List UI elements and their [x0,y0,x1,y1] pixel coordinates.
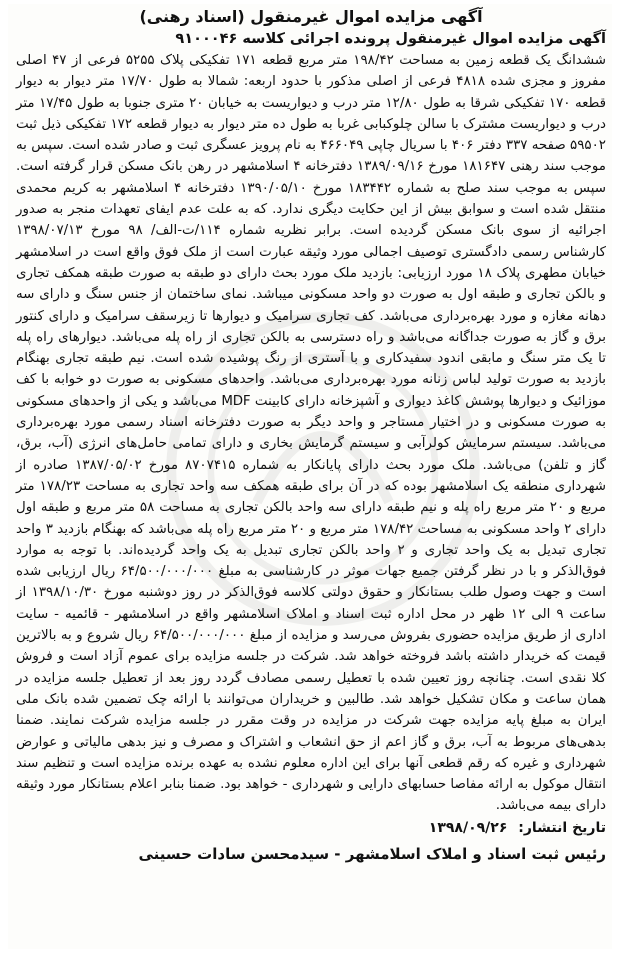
notice-page [8,4,612,949]
signature-line: رئیس ثبت اسناد و املاک اسلامشهر - سیدمحسن سادات حسینی [138,844,606,863]
publication-date-line [16,817,606,839]
publication-date-value: ۱۳۹۸/۰۹/۲۶ [428,819,508,836]
notice-subtitle: آگهی مزایده اموال غیرمنقول پرونده اجرائی کلاسه ۹۱۰۰۰۴۶ [175,31,606,47]
publication-date-label: تاریخ انتشار: [518,819,606,836]
notice-body: ششدانگ یک قطعه زمین به مساحت ۱۹۸/۴۲ متر مربع قطعه ۱۷۱ تفکیکی پلاک ۵۲۵۵ فرعی از ۴۷ اصلی مفروز و مجزی شده ۴۸۱۸ فرعی از اصلی مذکور با حدود اربعه: شمالا به طول ۱۷/۷۰ متر دیوار به دیوار قطعه ۱۷۰ تفکیکی شرقا به طول ۱۲/۸۰ متر درب و دیواریست به خیابان ۲۰ متری جنوبا به طول ۱۷/۴۵ متر درب و دیواریست مشترک با سالن چلوکبابی غربا به طول ده متر دیوار به دیوار قطعه ۱۷۲ تفکیکی ذیل ثبت ۵۹۵۰۲ صفحه ۳۳۷ دفتر ۴۰۶ با سریال چاپی ۴۶۶۰۴۹ به نام پرویز عسگری ثبت و صادر شده است. سپس به موجب سند رهنی ۱۸۱۶۴۷ مورخ ۱۳۸۹/۰۹/۱۶ دفترخانه ۴ اسلامشهر در رهن بانک مسکن قرار گرفته است. سپس به موجب سند صلح به شماره ۱۸۳۴۴۲ مورخ ۱۳۹۰/۰۵/۱۰ دفترخانه ۴ اسلامشهر به کریم محمدی منتقل شده است و سوابق بیش از این حکایت دیگری ندارد. که به علت عدم ایفای تعهدات منجر به صدور اجرائیه از سوی بانک مسکن گردیده است. برابر نظریه شماره ۱۱۴/ت-الف/ ۹۸ مورخ ۱۳۹۸/۰۷/۱۳ کارشناس رسمی دادگستری توصیف اجمالی مورد وثیقه عبارت است از ملک فوق واقع است در اسلامشهر خیابان مطهری پلاک ۱۸ مورد ارزیابی: بازدید ملک مورد بحث دارای دو طبقه به صورت طبقه همکف تجاری و بالکن تجاری و طبقه اول به صورت دو واحد مسکونی میباشد. نمای ساختمان از جنس سنگ و دارای سه دهانه مغازه و مورد بهره‌برداری می‌باشد. کف تجاری سرامیک و دیوارها تا زیرسقف سرامیک و دارای کنتور برق و گاز به صورت جداگانه می‌باشد و راه دسترسی به بالکن تجاری از راه پله می‌باشد. دیوارهای راه پله تا یک متر سنگ و مابقی اندود سفیدکاری و با آستری از رنگ پوشیده شده است. نیم طبقه تجاری بهنگام بازدید به صورت تولید لباس زنانه مورد بهره‌برداری می‌باشد. واحدهای مسکونی به صورت دو خوابه با کف موزائیک و دیوارها پوشش کاغذ دیواری و آشپزخانه دارای کابینت MDF می‌باشد و یکی از واحدهای مسکونی به صورت مسکونی و در اختیار مستاجر و واحد دیگر به صورت دفترخانه اسناد رسمی مورد بهره‌برداری می‌باشد. سیستم سرمایش کولرآبی و سیستم گرمایش بخاری و دارای تمامی حامل‌های انرژی (آب، برق، گاز و تلفن) می‌باشد. ملک مورد بحث دارای پایانکار به شماره ۸۷۰۷۴۱۵ مورخ ۱۳۸۷/۰۵/۰۲ صادره از شهرداری منطقه یک اسلامشهر بوده که در آن برای طبقه همکف سه واحد تجاری به مساحت ۱۷۸/۲۳ متر مربع و ۲۰ متر مربع راه پله و نیم طبقه دارای سه واحد بالکن تجاری به مساحت ۵۸ متر مربع و طبقه اول دارای ۲ واحد مسکونی به مساحت ۱۷۸/۴۲ متر مربع و ۲۰ متر مربع راه پله می‌باشد که بهنگام بازدید ۳ واحد تجاری تبدیل به یک واحد تجاری و ۲ واحد بالکن تجاری تبدیل به یک واحد گردیده‌اند. با توجه به موارد فوق‌الذکر و با در نظر گرفتن جمیع جهات موثر در کارشناسی به مبلغ ۶۴/۵۰۰/۰۰۰/۰۰۰ ریال ارزیابی شده است و جهت وصول طلب بستانکار و حقوق دولتی کلاسه فوق‌الذکر در روز دوشنبه مورخ ۱۳۹۸/۱۰/۳۰ از ساعت ۹ الی ۱۲ ظهر در محل اداره ثبت اسناد و املاک اسلامشهر واقع در اسلامشهر - قائمیه - سایت اداری از طریق مزایده حضوری بفروش می‌رسد و مزایده از مبلغ ۶۴/۵۰۰/۰۰۰/۰۰۰ ریال شروع و به بالاترین قیمت که خریدار داشته باشد فروخته خواهد شد. شرکت در جلسه مزایده برای عموم آزاد است و فروش کلا نقدی است. چنانچه روز تعیین شده با تعطیل رسمی مصادف گردد روز بعد از تعطیل جلسه مزایده در همان ساعت و مکان تشکیل خواهد شد. طالبین و خریداران می‌توانند با ارائه چک تضمین شده بانک ملی ایران به مبلغ پایه مزایده جهت شرکت در مزایده در وقت مقرر در جلسه مزایده شرکت نمایند. ضمنا بدهی‌های مربوط به آب، برق و گاز اعم از حق انشعاب و اشتراک و مصرف و نیز بدهی مالیاتی و عوارض شهرداری و غیره که رقم قطعی آنها برای این اداره معلوم نشده به عهده برنده مزایده است و تنظیم سند انتقال موکول به ارائه مفاصا حسابهای دارایی و شهرداری - خواهد بود. ضمنا بنابر اعلام بستانکار مورد وثیقه دارای بیمه می‌باشد. [16,53,607,814]
notice-title: آگهی مزایده اموال غیرمنقول (اسناد رهنی) [139,7,483,26]
